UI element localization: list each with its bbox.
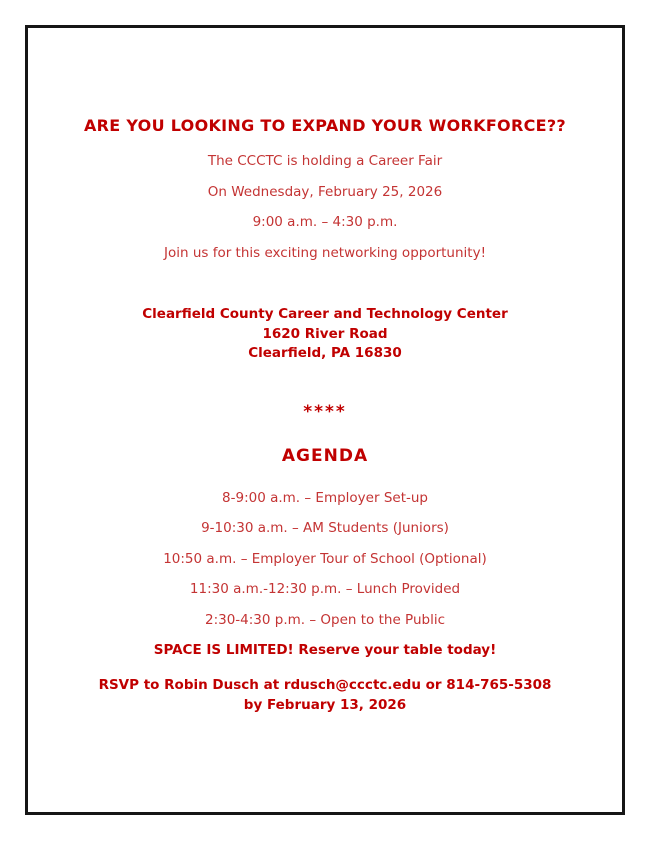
rsvp-block	[38, 675, 612, 716]
agenda-item-lunch: 11:30 a.m.-12:30 p.m. – Lunch Provided	[189, 581, 461, 598]
intro-line-invitation: Join us for this exciting networking opportunity!	[163, 244, 486, 261]
rsvp-deadline-line: by February 13, 2026	[243, 696, 407, 713]
venue-address-block	[38, 305, 612, 364]
intro-line-time: 9:00 a.m. – 4:30 p.m.	[252, 214, 398, 230]
agenda-item-setup: 8-9:00 a.m. – Employer Set-up	[222, 489, 428, 506]
page-border-frame	[25, 25, 625, 815]
venue-street: 1620 River Road	[262, 325, 388, 342]
venue-city-state-zip: Clearfield, PA 16830	[248, 345, 402, 362]
agenda-heading: AGENDA	[281, 445, 369, 466]
stars-divider: ****	[303, 401, 347, 422]
intro-line-event: The CCCTC is holding a Career Fair	[207, 153, 443, 169]
flyer-title: ARE YOU LOOKING TO EXPAND YOUR WORKFORCE??	[83, 116, 567, 135]
venue-name: Clearfield County Career and Technology Center	[142, 306, 508, 322]
rsvp-contact-line: RSVP to Robin Dusch at rdusch@ccctc.edu or 814-765-5308	[98, 676, 552, 693]
agenda-item-public: 2:30-4:30 p.m. – Open to the Public	[204, 611, 446, 628]
agenda-item-tour: 10:50 a.m. – Employer Tour of School (Optional)	[163, 550, 487, 567]
space-limited-notice: SPACE IS LIMITED! Reserve your table today!	[153, 642, 497, 659]
agenda-item-am-students: 9-10:30 a.m. – AM Students (Juniors)	[201, 520, 449, 537]
intro-line-date: On Wednesday, February 25, 2026	[207, 183, 443, 200]
